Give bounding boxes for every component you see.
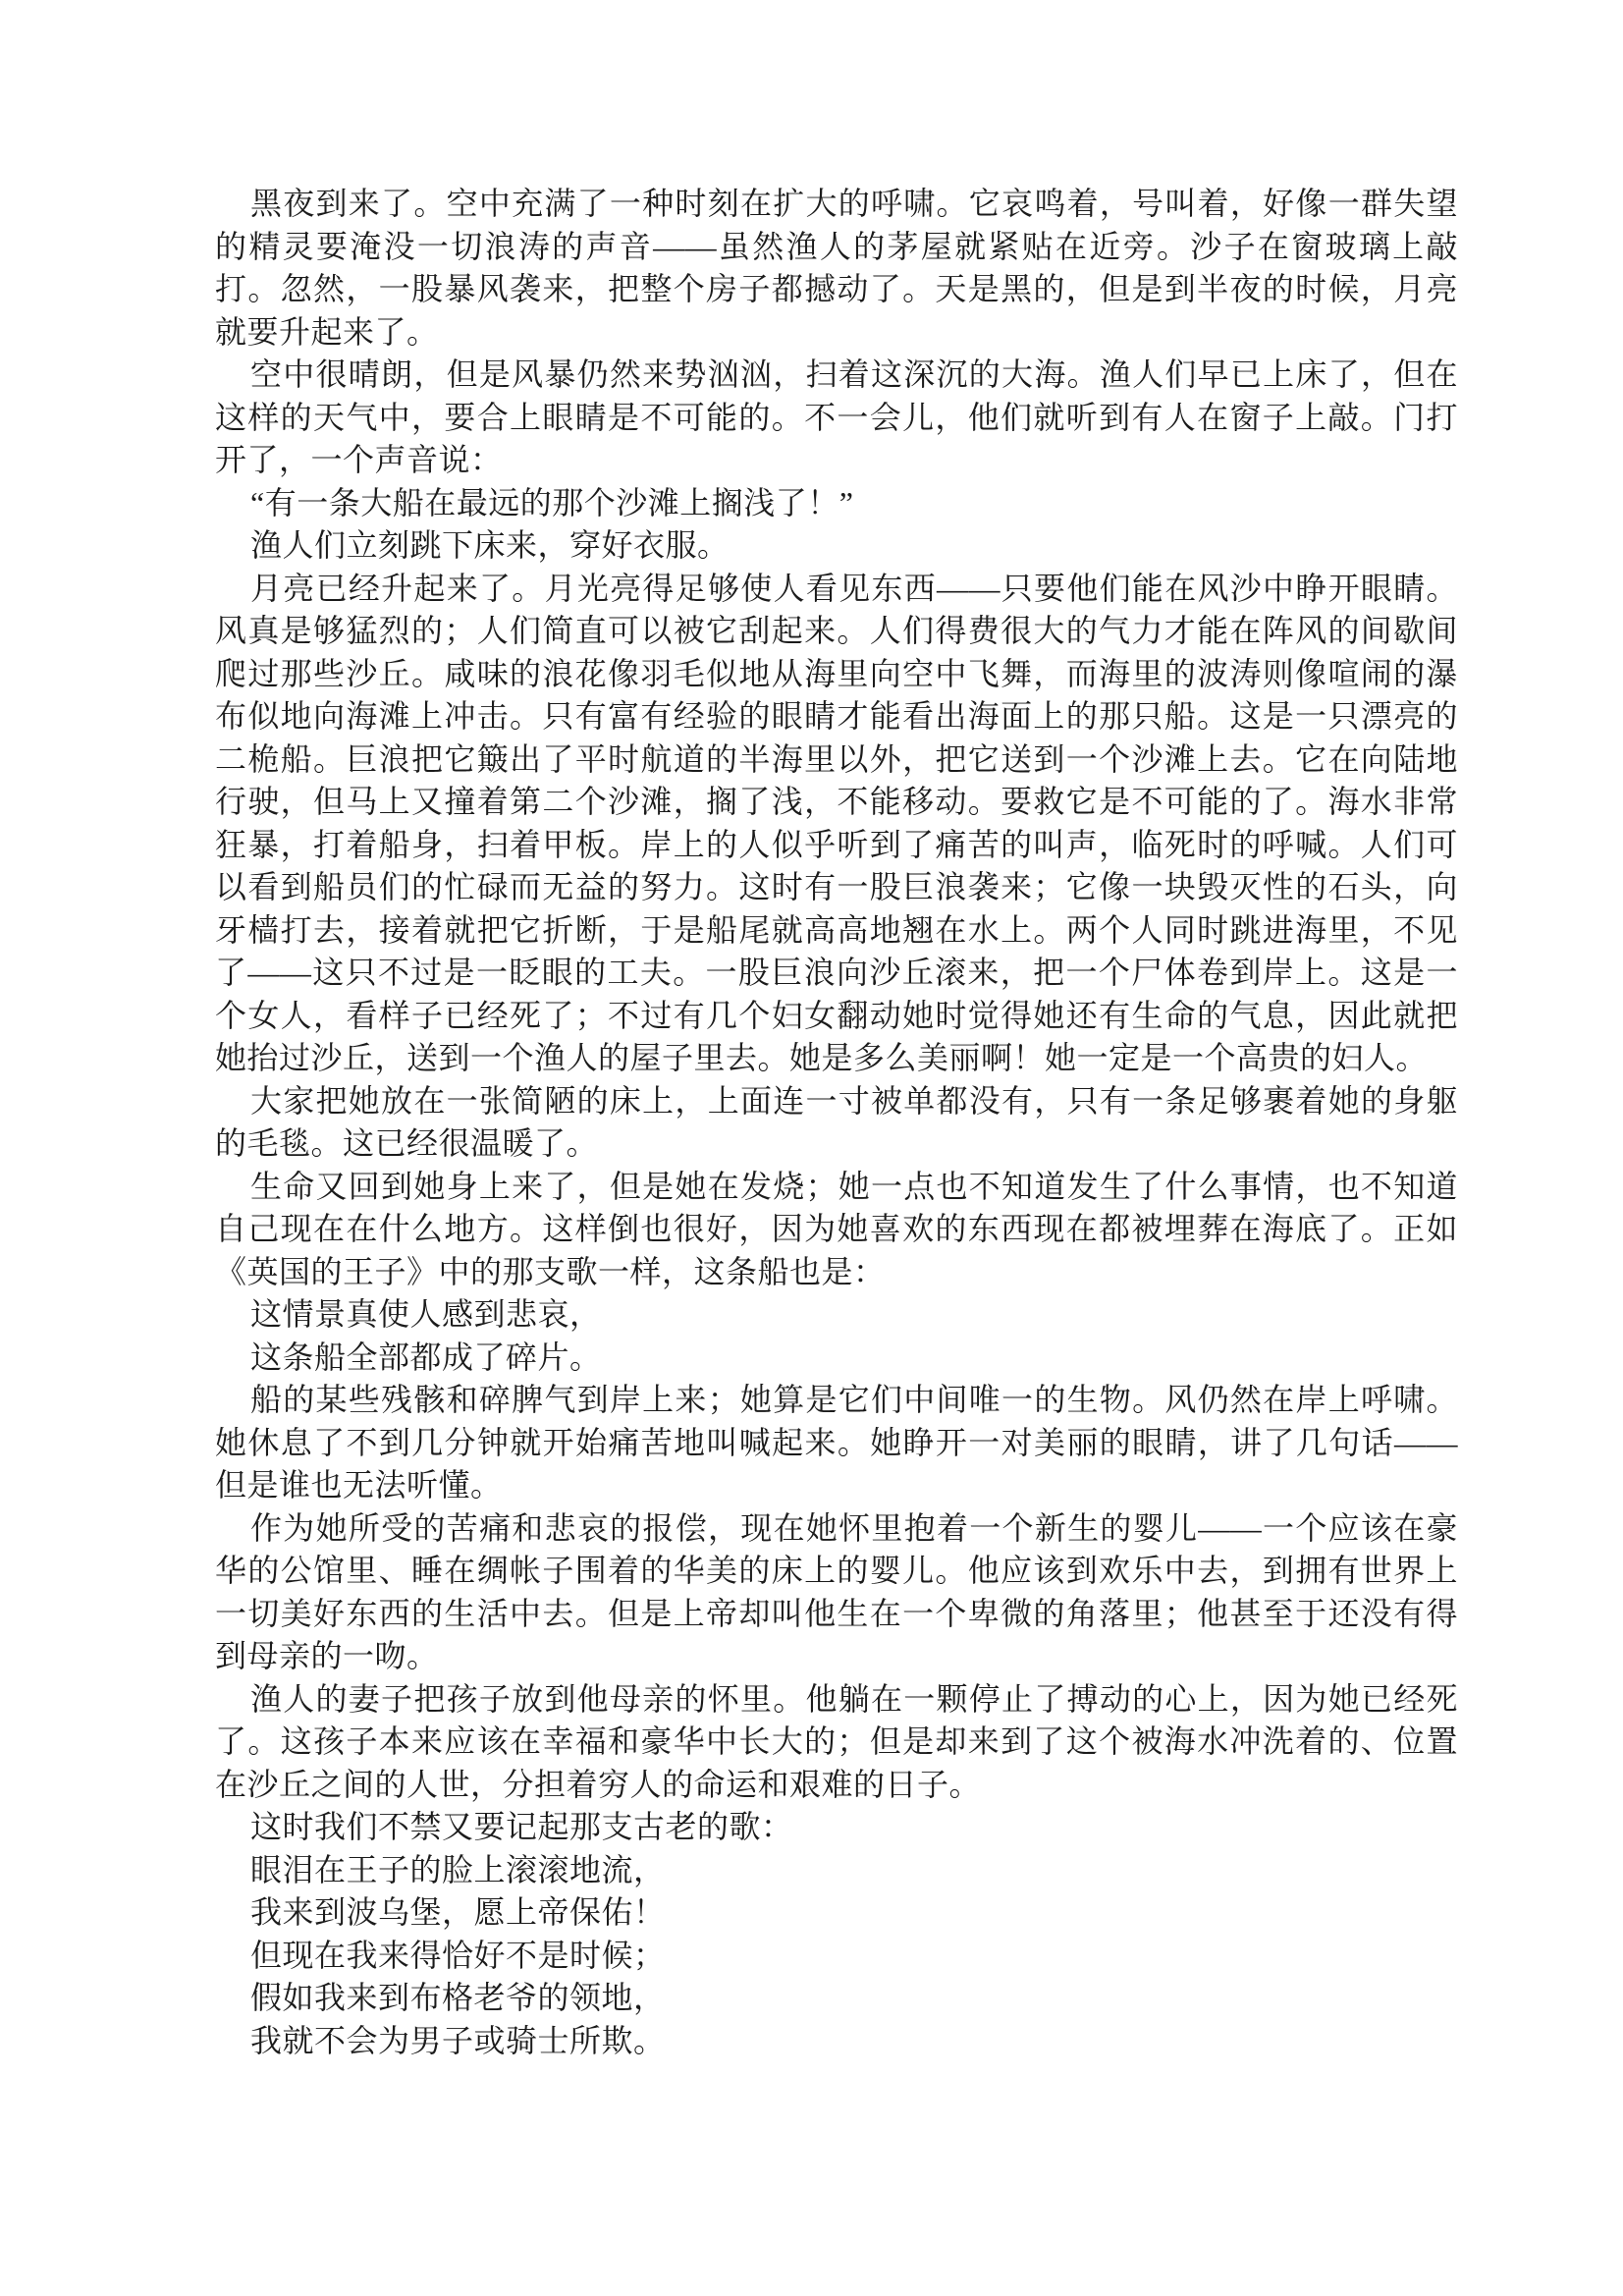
text-body bbox=[215, 183, 1458, 2062]
paragraph: 船的某些残骸和碎脾气到岸上来；她算是它们中间唯一的生物。风仍然在岸上呼啸。她休息了不到几分钟就开始痛苦地叫喊起来。她睁开一对美丽的眼睛，讲了几句话——但是谁也无法听懂。 bbox=[215, 1382, 1458, 1503]
paragraph: 这时我们不禁又要记起那支古老的歌： bbox=[250, 1809, 793, 1844]
verse-line: 假如我来到布格老爷的领地， bbox=[250, 1980, 666, 2015]
paragraph: 空中很晴朗，但是风暴仍然来势汹汹，扫着这深沉的大海。渔人们早已上床了，但在这样的天气中，要合上眼睛是不可能的。不一会儿，他们就听到有人在窗子上敲。门打开了，一个声音说： bbox=[215, 356, 1458, 477]
verse-line: 这条船全部都成了碎片。 bbox=[250, 1339, 602, 1375]
verse-line: 但现在我来得恰好不是时候； bbox=[250, 1937, 666, 1973]
paragraph: 黑夜到来了。空中充满了一种时刻在扩大的呼啸。它哀鸣着，号叫着，好像一群失望的精灵要淹没一切浪涛的声音——虽然渔人的茅屋就紧贴在近旁。沙子在窗玻璃上敲打。忽然，一股暴风袭来，把整个房子都撼动了。天是黑的，但是到半夜的时候，月亮就要升起来了。 bbox=[215, 186, 1458, 350]
paragraph: 生命又回到她身上来了，但是她在发烧；她一点也不知道发生了什么事情，也不知道自己现在在什么地方。这样倒也很好，因为她喜欢的东西现在都被埋葬在海底了。正如《英国的王子》中的那支歌一样，这条船也是： bbox=[215, 1168, 1458, 1289]
verse-line: 我来到波乌堡，愿上帝保佑！ bbox=[250, 1894, 666, 1930]
paragraph: 渔人们立刻跳下床来，穿好衣服。 bbox=[250, 527, 730, 563]
paragraph: 大家把她放在一张简陋的床上，上面连一寸被单都没有，只有一条足够裹着她的身躯的毛毯。这已经很温暖了。 bbox=[215, 1082, 1458, 1161]
paragraph: 渔人的妻子把孩子放到他母亲的怀里。他躺在一颗停止了搏动的心上，因为她已经死了。这孩子本来应该在幸福和豪华中长大的；但是却来到了这个被海水冲洗着的、位置在沙丘之间的人世，分担着穷人的命运和艰难的日子。 bbox=[215, 1680, 1458, 1802]
verse-line: 我就不会为男子或骑士所欺。 bbox=[250, 2022, 666, 2058]
paragraph: 作为她所受的苦痛和悲哀的报偿，现在她怀里抱着一个新生的婴儿——一个应该在豪华的公馆里、睡在绸帐子围着的华美的床上的婴儿。他应该到欢乐中去，到拥有世界上一切美好东西的生活中去。但是上帝却叫他生在一个卑微的角落里；他甚至于还没有得到母亲的一吻。 bbox=[215, 1509, 1458, 1673]
verse-line: 眼泪在王子的脸上滚滚地流， bbox=[250, 1851, 666, 1887]
verse-line: 这情景真使人感到悲哀， bbox=[250, 1296, 602, 1332]
paragraph: 月亮已经升起来了。月光亮得足够使人看见东西——只要他们能在风沙中睁开眼睛。风真是够猛烈的；人们简直可以被它刮起来。人们得费很大的气力才能在阵风的间歇间爬过那些沙丘。咸味的浪花像羽毛似地从海里向空中飞舞，而海里的波涛则像喧闹的瀑布似地向海滩上冲击。只有富有经验的眼睛才能看出海面上的那只船。这是一只漂亮的二桅船。巨浪把它簸出了平时航道的半海里以外，把它送到一个沙滩上去。它在向陆地行驶，但马上又撞着第二个沙滩，搁了浅，不能移动。要救它是不可能的了。海水非常狂暴，打着船身，扫着甲板。岸上的人似乎听到了痛苦的叫声，临死时的呼喊。人们可以看到船员们的忙碌而无益的努力。这时有一股巨浪袭来；它像一块毁灭性的石头，向牙樯打去，接着就把它折断，于是船尾就高高地翘在水上。两个人同时跳进海里，不见了——这只不过是一眨眼的工夫。一股巨浪向沙丘滚来，把一个尸体卷到岸上。这是一个女人，看样子已经死了；不过有几个妇女翻动她时觉得她还有生命的气息，因此就把她抬过沙丘，送到一个渔人的屋子里去。她是多么美丽啊！她一定是一个高贵的妇人。 bbox=[215, 570, 1458, 1075]
quote-line: “有一条大船在最远的那个沙滩上搁浅了！” bbox=[250, 484, 854, 520]
